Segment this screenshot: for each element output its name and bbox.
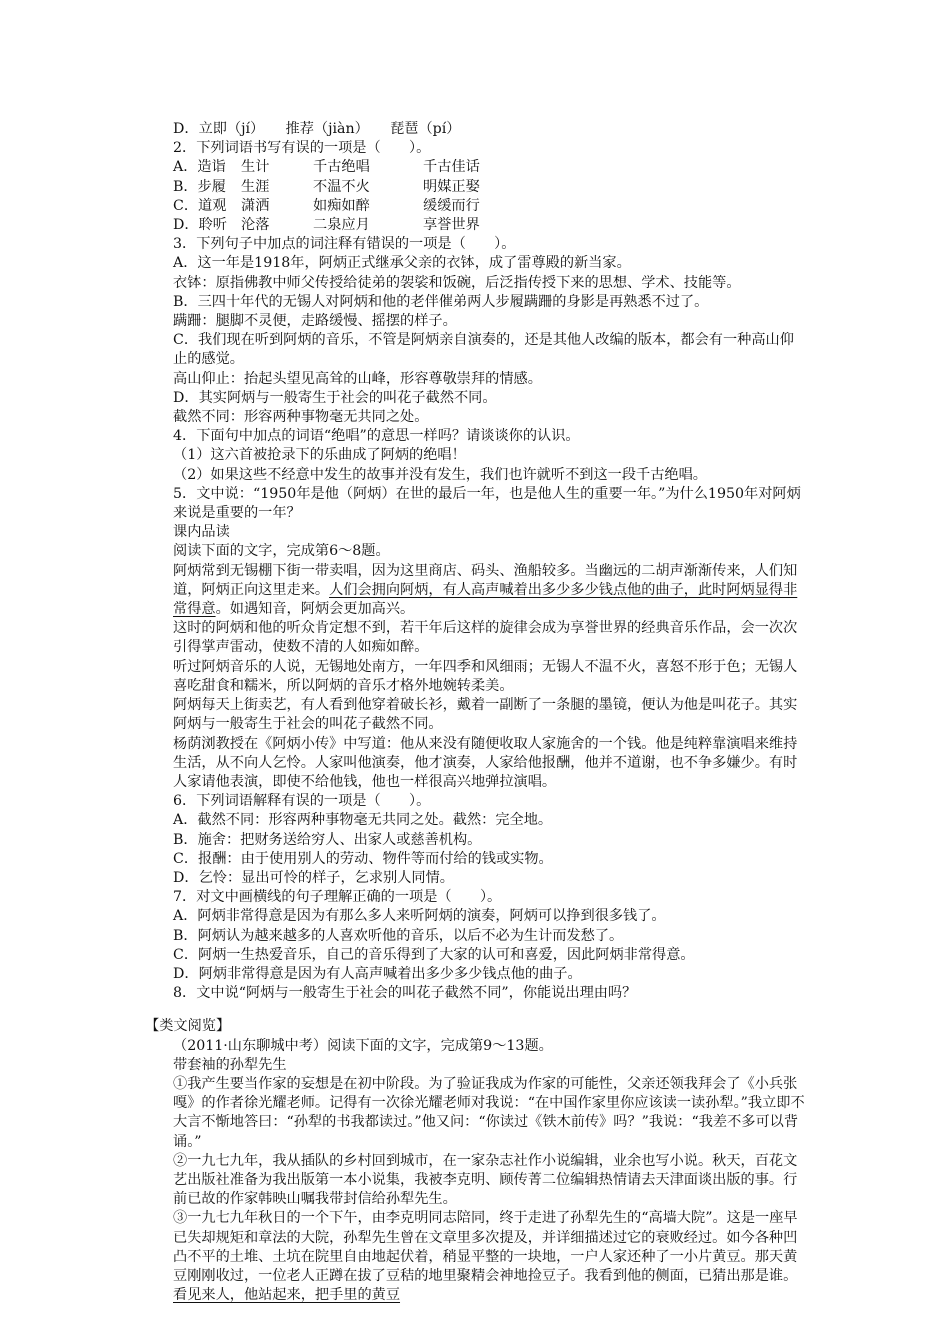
article-paragraph-1: ①我产生要当作家的妄想是在初中阶段。为了验证我成为作家的可能性，父亲还领我拜会了《小兵张嘎》的作者徐光耀老师。记得有一次徐光耀老师对我说：“在中国作家里你应该读一读孙犁。”我立即不大言不惭地答曰：“孙犁的书我都读过。”他又问：“你读过《铁木前传》吗？”我说：“我差不多可以背诵。” bbox=[173, 1075, 805, 1150]
underlined-sentence: 看见来人，他站起来，把手里的黄豆 bbox=[173, 1287, 401, 1304]
article-paragraph-3 bbox=[145, 1209, 807, 1305]
q3-option-c: C．我们现在听到阿炳的音乐，不管是阿炳亲自演奏的，还是其他人改编的版本，都会有一种高山仰止的感觉。 bbox=[173, 332, 794, 368]
q7-option-b: B．阿炳认为越来越多的人喜欢听他的音乐，以后不必为生计而发愁了。 bbox=[173, 927, 624, 944]
underlined-sentence: 人们会拥向阿炳，有人高声喊着出多少多少钱点他的曲子，此时阿炳显得非常得意 bbox=[173, 581, 798, 618]
q6-option-a: A．截然不同：形容两种事物毫无共同之处。截然：完全地。 bbox=[173, 812, 553, 829]
q7-option-a: A．阿炳非常得意是因为有那么多人来听阿炳的演奏，阿炳可以挣到很多钱了。 bbox=[173, 908, 666, 925]
article-paragraph-2: ②一九七九年，我从插队的乡村回到城市，在一家杂志社作小说编辑，业余也写小说。秋天，百花文艺出版社准备为我出版第一本小说集，我被李克明、顾传菁二位编辑热情请去天津面谈出版的事。行前已故的作家韩映山嘱我带封信给孙犁先生。 bbox=[173, 1152, 798, 1208]
q3-option-b: B．三四十年代的无锡人对阿炳和他的老伴催弟两人步履蹒跚的身影是再熟悉不过了。 bbox=[173, 293, 709, 310]
passage-text: 。如遇知音，阿炳会更加高兴。 bbox=[215, 601, 415, 618]
q2-option-c bbox=[145, 197, 807, 216]
q2-stem: 2．下列词语书写有误的一项是（ ）。 bbox=[173, 140, 431, 157]
q6-option-b: B．施舍：把财务送给穷人、出家人或慈善机构。 bbox=[173, 831, 482, 848]
q3-option-a-note: 衣钵：原指佛教中师父传授给徒弟的袈裟和饭碗，后泛指传授下来的思想、学术、技能等。 bbox=[173, 274, 741, 291]
q3-option-b-note: 蹒跚：腿脚不灵便，走路缓慢、摇摆的样子。 bbox=[173, 313, 457, 330]
word-4: 千古佳话 bbox=[423, 159, 480, 176]
spacer bbox=[145, 1003, 807, 1017]
q1-option-d: D．立即（jí） 推荐（jiàn） 琵琶（pí） bbox=[173, 121, 461, 137]
word-1: D．聆听 bbox=[173, 217, 227, 234]
word-4: 享誉世界 bbox=[423, 217, 480, 234]
word-2: 潇洒 bbox=[241, 197, 270, 214]
section-heading-extended: 【类文阅览】 bbox=[145, 1018, 231, 1035]
passage-text: 阿炳常到无锡棚下街一带卖唱，因为这里商店、码头、渔船较多。当幽远的二胡声渐渐传来，人们知道，阿炳正向这里走来。 bbox=[173, 562, 798, 598]
q3-option-c-note: 高山仰止：抬起头望见高耸的山峰，形容尊敬崇拜的情感。 bbox=[173, 370, 542, 387]
word-3: 千古绝唱 bbox=[313, 159, 370, 176]
q2-option-d bbox=[145, 216, 807, 235]
reading-instruction-2: （2011·山东聊城中考）阅读下面的文字，完成第9～13题。 bbox=[173, 1037, 553, 1054]
q6-stem: 6．下列词语解释有误的一项是（ ）。 bbox=[173, 793, 431, 810]
q5-stem: 5．文中说：“1950年是他（阿炳）在世的最后一年，也是他人生的重要一年。”为什么1950年对阿炳来说是重要的一年？ bbox=[173, 485, 801, 522]
word-3: 如痴如醉 bbox=[313, 197, 370, 214]
word-2: 沦落 bbox=[241, 217, 270, 234]
q3-option-d-note: 截然不同：形容两种事物毫无共同之处。 bbox=[173, 409, 429, 426]
passage-paragraph-2: 这时的阿炳和他的听众肯定想不到，若干年后这样的旋律会成为享誉世界的经典音乐作品，会一次次引得掌声雷动，使数不清的人如痴如醉。 bbox=[173, 620, 798, 656]
q4-sentence-1: （1）这六首被抢录下的乐曲成了阿炳的绝唱！ bbox=[173, 447, 466, 464]
q2-option-a bbox=[145, 158, 807, 177]
passage-paragraph-3: 听过阿炳音乐的人说，无锡地处南方，一年四季和风细雨；无锡人不温不火，喜怒不形于色；无锡人喜吃甜食和糯米，所以阿炳的音乐才格外地婉转柔美。 bbox=[173, 658, 798, 694]
q4-stem: 4．下面句中加点的词语“绝唱”的意思一样吗？请谈谈你的认识。 bbox=[173, 428, 580, 445]
word-3: 不温不火 bbox=[313, 178, 370, 195]
q3-option-a: A．这一年是1918年，阿炳正式继承父亲的衣钵，成了雷尊殿的新当家。 bbox=[173, 255, 631, 272]
passage-paragraph-1 bbox=[145, 562, 807, 620]
q2-option-b bbox=[145, 178, 807, 197]
q7-option-d: D．阿炳非常得意是因为有人高声喊着出多少多少钱点他的曲子。 bbox=[173, 965, 582, 982]
document-page bbox=[145, 120, 807, 1305]
passage-paragraph-5: 杨荫浏教授在《阿炳小传》中写道：他从来没有随便收取人家施舍的一个钱。他是纯粹靠演唱来维持生活，从不向人乞怜。人家叫他演奏，他才演奏，人家给他报酬，他并不道谢，也不争多嫌少。有时人家请他表演，即使不给他钱，他也一样很高兴地弹拉演唱。 bbox=[173, 735, 798, 790]
word-2: 生计 bbox=[241, 159, 270, 176]
q7-option-c: C．阿炳一生热爱音乐，自己的音乐得到了大家的认可和喜爱，因此阿炳非常得意。 bbox=[173, 946, 695, 963]
q8-stem: 8．文中说“阿炳与一般寄生于社会的叫花子截然不同”，你能说出理由吗？ bbox=[173, 985, 637, 1002]
q7-stem: 7．对文中画横线的句子理解正确的一项是（ ）。 bbox=[173, 889, 502, 906]
reading-instruction: 阅读下面的文字，完成第6～8题。 bbox=[173, 543, 390, 560]
word-4: 缓缓而行 bbox=[423, 197, 480, 214]
q3-option-d: D．其实阿炳与一般寄生于社会的叫花子截然不同。 bbox=[173, 389, 497, 406]
article-text: ③一九七九年秋日的一个下午，由李克明同志陪同，终于走进了孙犁先生的“高墙大院”。这是一座早已失却规矩和章法的大院，孙犁先生曾在文章里多次提及，并详细描述过它的衰败经过。如今各种凹凸不平的土堆、土坑在院里自由地起伏着，稍显平整的一块地，一户人家还种了一小片黄豆。那天黄豆刚刚收过，一位老人正蹲在拔了豆秸的地里聚精会神地捡豆子。我看到他的侧面，已猜出那是谁。 bbox=[173, 1210, 798, 1284]
word-1: B．步履 bbox=[173, 178, 226, 195]
word-2: 生涯 bbox=[241, 178, 270, 195]
word-1: A．造诣 bbox=[173, 159, 226, 176]
article-title: 带套袖的孙犁先生 bbox=[173, 1056, 287, 1073]
q4-sentence-2: （2）如果这些不经意中发生的故事并没有发生，我们也许就听不到这一段千古绝唱。 bbox=[173, 466, 707, 483]
word-1: C．道观 bbox=[173, 197, 227, 214]
passage-paragraph-4: 阿炳每天上街卖艺，有人看到他穿着破长衫，戴着一副断了一条腿的墨镜，便认为他是叫花子。其实阿炳与一般寄生于社会的叫花子截然不同。 bbox=[173, 697, 798, 733]
q6-option-c: C．报酬：由于使用别人的劳动、物件等而付给的钱或实物。 bbox=[173, 850, 553, 867]
q3-stem: 3．下列句子中加点的词注释有错误的一项是（ ）。 bbox=[173, 236, 516, 253]
word-3: 二泉应月 bbox=[313, 217, 370, 234]
word-4: 明媒正娶 bbox=[423, 178, 480, 195]
section-heading-in-class: 课内品读 bbox=[173, 524, 230, 541]
q6-option-d: D．乞怜：显出可怜的样子，乞求别人同情。 bbox=[173, 869, 454, 886]
